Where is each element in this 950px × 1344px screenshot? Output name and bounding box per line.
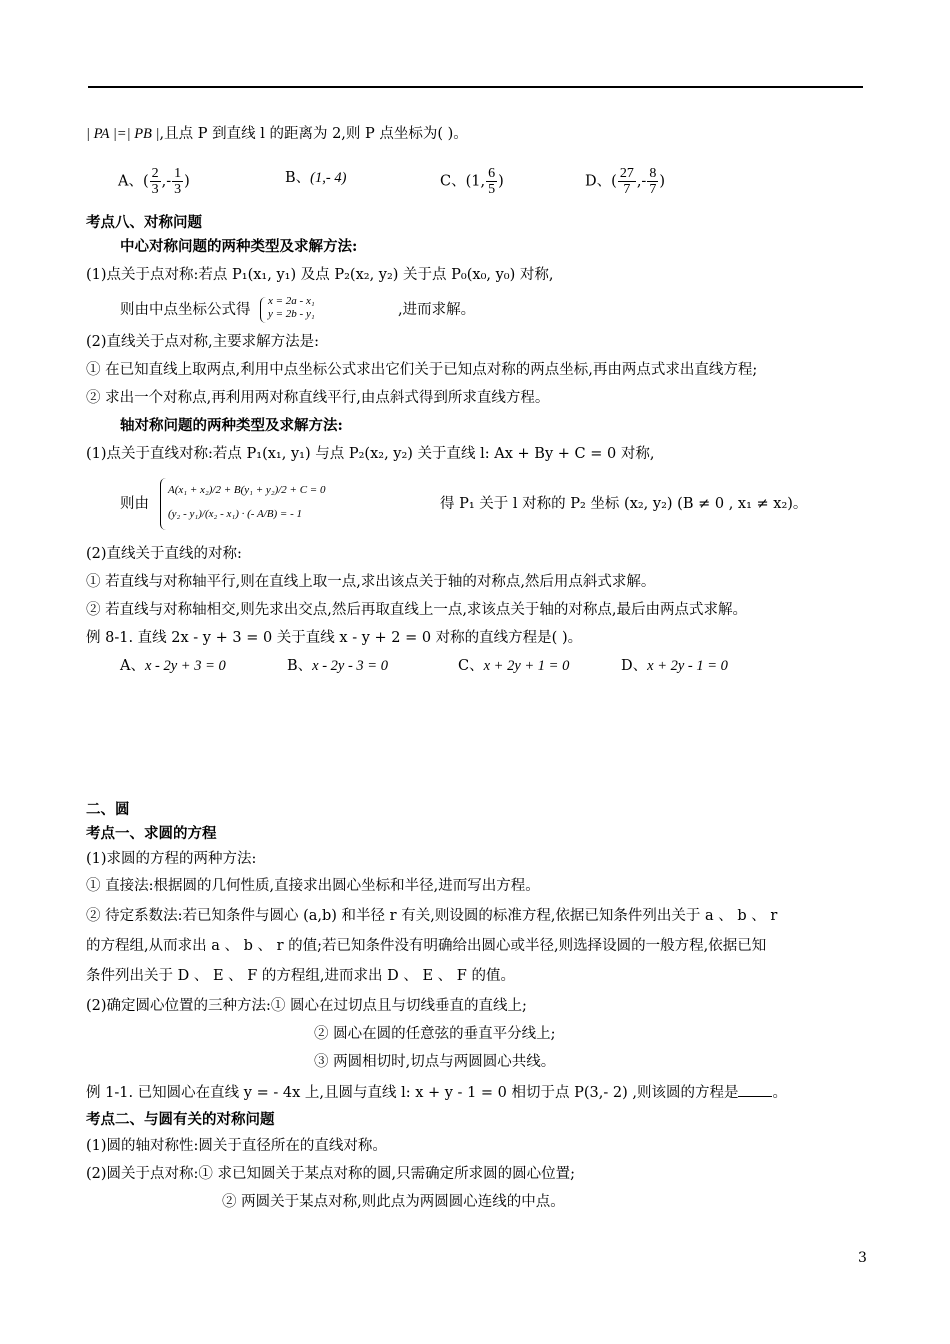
case-intersect: ② 若直线与对称轴相交,则先求出交点,然后再取直线上一点,求该点关于轴的对称点,最后由两点式求解。 [86, 602, 748, 618]
page-number: 3 [858, 1250, 867, 1266]
method-2: ② 求出一个对称点,再利用两对称直线平行,由点斜式得到所求直线方程。 [86, 390, 550, 406]
option-c[interactable]: C、(1, $\frac{6}{5}$ ) [440, 166, 504, 197]
axis-suffix: 得 P₁ 关于 l 对称的 P₂ 坐标 (x₂, y₂) (B ≠ 0 , x₁ ≠ x₂)。 [440, 496, 808, 512]
ex-option-d[interactable]: D、x + 2y - 1 = 0 [621, 658, 728, 674]
line-point-symmetry: (2)直线关于点对称,主要求解方法是: [86, 334, 320, 350]
k1-center-3: ③ 两圆相切时,切点与两圆圆心共线。 [314, 1054, 556, 1070]
k1-center-2: ② 圆心在圆的任意弦的垂直平分线上; [314, 1026, 556, 1042]
center-symmetry-title: 中心对称问题的两种类型及求解方法: [120, 238, 358, 255]
question-condition [86, 124, 468, 144]
point-point-symmetry: (1)点关于点对称:若点 P₁(x₁, y₁) 及点 P₂(x₂, y₂) 关于点 P₀(x₀, y₀) 对称, [86, 267, 554, 283]
axis-formula-line: 则由 [120, 496, 149, 512]
k1-center-methods: (2)确定圆心位置的三种方法:① 圆心在过切点且与切线垂直的直线上; [86, 998, 527, 1014]
circle-title: 二、圆 [86, 801, 130, 818]
option-b[interactable]: B、(1,- 4) [285, 170, 347, 186]
midpoint-suffix: ,进而求解。 [398, 302, 476, 318]
option-a[interactable]: A、( $\frac{2}{3}$ ,- $\frac{1}{3}$ ) [118, 166, 190, 197]
axis-system: A(x₁ + x₂)/2 + B(y₁ + y₂)/2 + C = 0 (y₂ - y₁)/(x₂ - x₁) · (- A/B) = - 1 [168, 484, 326, 520]
ex-option-b[interactable]: B、x - 2y - 3 = 0 [287, 658, 388, 674]
k1-undetermined-a: ② 待定系数法:若已知条件与圆心 (a,b) 和半径 r 有关,则设圆的标准方程,依据已知条件列出关于 a 、 b 、 r [86, 908, 778, 924]
fraction: $\frac{8}{7}$ [649, 166, 657, 197]
k1-direct: ① 直接法:根据圆的几何性质,直接求出圆心坐标和半径,进而写出方程。 [86, 878, 540, 894]
example-8-1: 例 8-1. 直线 2x - y + 3 = 0 关于直线 x - y + 2 = 0 对称的直线方程是( )。 [86, 630, 583, 646]
case-parallel: ① 若直线与对称轴平行,则在直线上取一点,求出该点关于轴的对称点,然后用点斜式求解。 [86, 574, 656, 590]
brace [160, 478, 167, 530]
option-d[interactable]: D、( $\frac{27}{7}$ ,- $\frac{8}{7}$ ) [585, 166, 665, 197]
fraction: $\frac{1}{3}$ [174, 166, 182, 197]
k1-undetermined-b: 的方程组,从而求出 a 、 b 、 r 的值;若已知条件没有明确给出圆心或半径,则选择设圆的一般方程,依据已知 [86, 938, 767, 954]
example-1-1: 例 1-1. 已知圆心在直线 y = - 4x 上,且圆与直线 l: x + y - 1 = 0 相切于点 P(3,- 2) ,则该圆的方程是 。 [86, 1082, 787, 1103]
condition-text: ,且点 P 到直线 l 的距离为 2,则 P 点坐标为( )。 [159, 126, 468, 142]
k2-p2-2: ② 两圆关于某点对称,则此点为两圆圆心连线的中点。 [222, 1194, 565, 1210]
axis-symmetry-title: 轴对称问题的两种类型及求解方法: [120, 417, 343, 434]
k2-p2: (2)圆关于点对称:① 求已知圆关于某点对称的圆,只需确定所求圆的圆心位置; [86, 1166, 576, 1182]
k1-undetermined-c: 条件列出关于 D 、 E 、 F 的方程组,进而求出 D 、 E 、 F 的值。 [86, 968, 515, 984]
k2-p1: (1)圆的轴对称性:圆关于直径所在的直线对称。 [86, 1138, 387, 1154]
midpoint-system: x = 2a - x₁ y = 2b - y₁ [268, 295, 315, 320]
ex-option-a[interactable]: A、x - 2y + 3 = 0 [120, 658, 226, 674]
section8-title: 考点八、对称问题 [86, 214, 202, 231]
brace [260, 297, 267, 323]
abs-condition: | PA |=| PB | [86, 126, 160, 142]
k2-title: 考点二、与圆有关的对称问题 [86, 1111, 275, 1128]
midpoint-formula-line: 则由中点坐标公式得 [120, 302, 251, 318]
header-rule [88, 86, 863, 88]
line-line-symmetry: (2)直线关于直线的对称: [86, 546, 242, 562]
answer-blank[interactable] [738, 1082, 772, 1097]
fraction: $\frac{2}{3}$ [151, 166, 159, 197]
k1-p1: (1)求圆的方程的两种方法: [86, 851, 257, 867]
fraction: $\frac{6}{5}$ [488, 166, 496, 197]
point-line-symmetry: (1)点关于直线对称:若点 P₁(x₁, y₁) 与点 P₂(x₂, y₂) 关于直线 l: Ax + By + C = 0 对称, [86, 446, 655, 462]
k1-title: 考点一、求圆的方程 [86, 825, 217, 842]
ex-option-c[interactable]: C、x + 2y + 1 = 0 [458, 658, 570, 674]
method-1: ① 在已知直线上取两点,利用中点坐标公式求出它们关于已知点对称的两点坐标,再由两点式求出直线方程; [86, 362, 758, 378]
fraction: $\frac{27}{7}$ [619, 166, 634, 197]
